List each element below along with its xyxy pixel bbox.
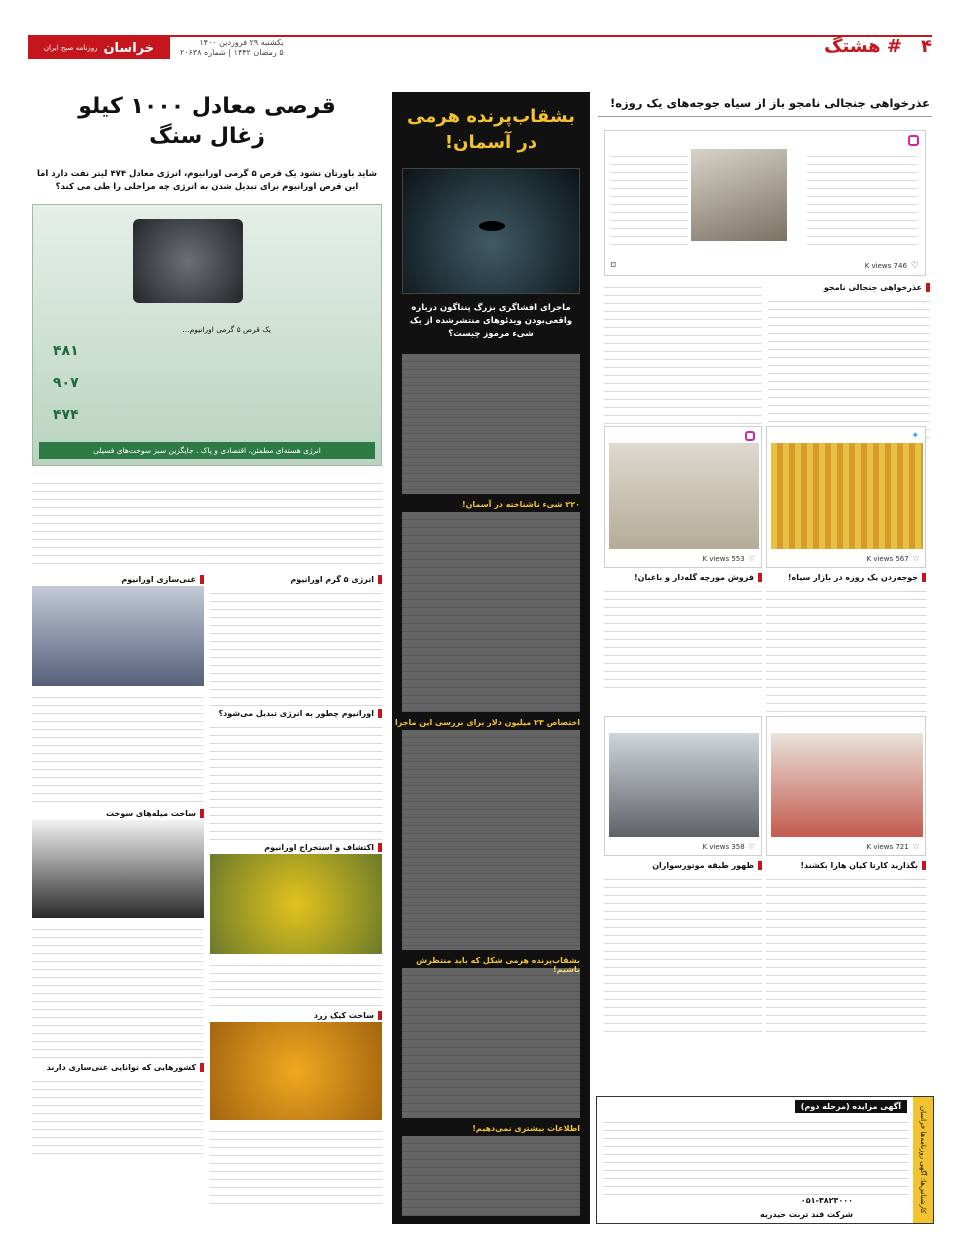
crowd-title: بگذارید کارتا کیان هارا بکشند! [766,861,926,870]
mine-photo [210,854,382,954]
twitter-icon: ✦ [911,431,919,441]
chicks-photo [771,443,923,549]
tweet-meta [865,261,919,271]
ad-box [596,1096,934,1224]
date-line-1: یکشنبه ۲۹ فروردین ۱۴۰۰ [199,38,284,47]
text-5gram [210,586,382,706]
crowd-card [766,716,926,856]
text-mine [210,958,382,1008]
ufo-title-line-2: در آسمان! [444,132,538,153]
lead-right-text [768,294,930,444]
ants-title: فروش مورچه گله‌دار و باغبان! [604,573,762,582]
info-footer: انرژی هسته‌ای مطمئن، اقتصادی و پاک . جایگزین سبز سوخت‌های فسیلی [39,442,375,459]
ufo-sub-4: اطلاعات بیشتری نمی‌دهیم! [472,1124,580,1133]
ants-photo [609,443,759,549]
page-number: ۴ [921,36,932,57]
text-howto [210,720,382,840]
logo-sub: روزنامه صبح ایران [43,44,98,52]
ants-meta [703,555,755,563]
logo-text: خراسان [103,40,155,56]
ufo-section [392,92,590,1224]
views-ant: 553 K views [702,555,745,563]
pellets-photo [32,820,204,918]
pellet-photo [133,219,243,303]
uranium-title-line-1: قرصی معادل ۱۰۰۰ کیلو [78,94,336,119]
uranium-right-col [210,572,382,1204]
ufo-question: ماجرای افشاگری بزرگ پنتاگون درباره واقعی‌بودن ویدئوهای منتشرشده از یک شیء مرموز چیست؟ [409,303,573,339]
chicks-block [766,570,926,724]
uranium-title [28,92,386,152]
ufo-body-4 [402,968,580,1118]
uranium-title-line-2: زغال سنگ [149,124,265,149]
moto-card [604,716,762,856]
info-number-1: ۴۸۱ [53,343,79,359]
views-2: 567 K views [866,555,909,563]
sub-enrich: غنی‌سازی اورانیوم [32,575,204,584]
section-title: # هشتگ [824,36,902,57]
uranium-intro-text [32,476,382,566]
uranium-lead: شاید باورتان نشود یک قرص ۵ گرمی اورانیوم، انرژی معادل ۴۷۴ لیتر نفت دارد اما این قرص اورانیوم برای تبدیل شدن به انرژی چه مراحلی را طی می کند؟ [36,169,378,192]
bookmark-icon[interactable]: ⌑ [611,261,616,271]
ufo-title [392,92,590,162]
views-3: 721 K views [866,843,909,851]
ad-text [603,1115,909,1197]
social-section [598,92,932,1092]
chicks-card [766,426,926,568]
crowd-text [766,872,926,1032]
heart-icon[interactable]: ♡ [912,555,919,563]
heart-icon[interactable]: ♡ [910,261,919,271]
centrifuge-photo [32,586,204,686]
ufo-sub-3: بشقاب‌پرنده هرمی شکل که باید منتظرش باشیم! [416,956,580,974]
ufo-body-3 [402,730,580,950]
crowd-meta [867,843,919,851]
heart-icon[interactable]: ♡ [748,555,755,563]
ufo-body-1 [402,354,580,494]
date-line-2: ۵ رمضان ۱۴۴۲ | شماره ۲۰۶۳۸ [180,48,284,57]
chicks-title: جوجه‌زدن یک روزه در بازار سیاه! [766,573,926,582]
sub-howto: اورانیوم چطور به انرژی تبدیل می‌شود؟ [210,709,382,718]
ad-phone: ۰۵۱-۳۸۲۳۰۰۰ [800,1196,853,1205]
info-number-3: ۴۷۴ [53,407,79,423]
sub-5gram: انرژی ۵ گرم اورانیوم [210,575,382,584]
ufo-body-5 [402,1136,580,1216]
info-line-1: یک قرص ۵ گرمی اورانیوم... [182,325,271,334]
uranium-left-col [32,572,204,1154]
tweet-text-left [611,149,687,245]
ufo-sub-2: اختصاص ۲۳ میلیون دلار برای بررسی این ماجرا [395,718,580,727]
logo [28,37,170,59]
social-title: عذرخواهی جنجالی نامجو باز از سیاه جوجه‌های یک روزه! [598,92,932,117]
tweet-text [807,149,917,245]
crowd-photo [771,733,923,837]
views-1: 746 K views [864,262,907,270]
lead-right-block [768,280,930,444]
ants-text [604,584,762,694]
text-pellet [32,922,204,1060]
uranium-section [28,92,386,1224]
moto-block [604,858,762,1032]
ad-title: آگهی مزایده (مرحله دوم) [795,1100,907,1113]
chicks-text [766,584,926,724]
ants-block [604,570,762,694]
instagram-icon [908,135,919,146]
ufo-title-line-1: بشقاب‌پرنده هرمی [407,106,575,127]
ad-side-strip [913,1097,933,1223]
moto-photo [609,733,759,837]
sub-yellowcake: ساخت کیک زرد [210,1011,382,1020]
sub-mine: اکتشاف و استخراج اورانیوم [210,843,382,852]
moto-text [604,872,762,1032]
ad-side-label: کارشناس‌ها: آگهی روزنامه‌ها خراسان [919,1106,927,1214]
tweet-card [604,130,926,276]
namjoo-photo [691,149,787,241]
sub-countries: کشورهایی که توانایی غنی‌سازی دارند [32,1063,204,1072]
ants-card [604,426,762,568]
sub-pellet: ساخت میله‌های سوخت [32,809,204,818]
instagram-icon [745,431,755,441]
crowd-block [766,858,926,1032]
heart-icon[interactable]: ♡ [912,843,919,851]
views-moto: 358 K views [702,843,745,851]
ufo-sub-1: ۲۲۰ شیء ناشناخته در آسمان! [461,500,580,509]
ufo-shape [479,221,505,231]
yellowcake-photo [210,1022,382,1120]
text-enrich [32,690,204,806]
infographic [32,204,382,466]
moto-meta [703,843,755,851]
chicks-meta [867,555,919,563]
text-countries [32,1074,204,1154]
lead-right-title: عذرخواهی جنجالی نامجو [768,283,930,292]
heart-icon[interactable]: ♡ [748,843,755,851]
ufo-photo [402,168,580,294]
moto-title: ظهور طبقه موتورسواران [604,861,762,870]
text-yellowcake [210,1124,382,1204]
info-number-2: ۹۰۷ [53,375,79,391]
date-block [180,38,284,58]
lead-left-text [604,280,762,446]
ufo-body-2 [402,512,580,712]
ad-company: شرکت قند تربت حیدریه [759,1210,853,1219]
